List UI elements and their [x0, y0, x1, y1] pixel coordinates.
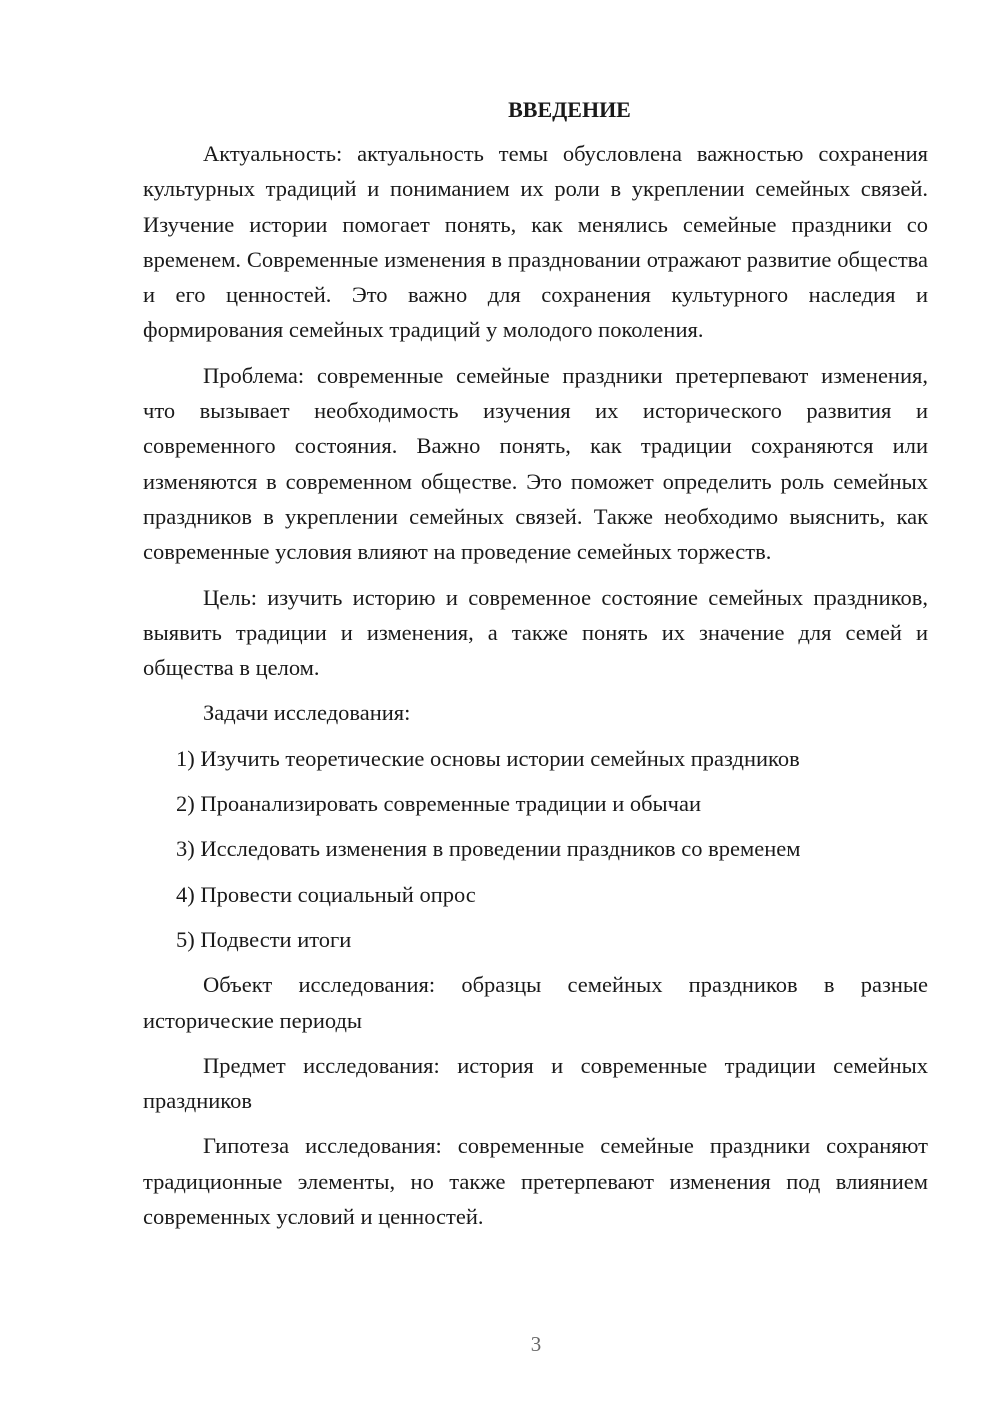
document-page [143, 92, 928, 1244]
task-item: 4) Провести социальный опрос [176, 881, 476, 907]
tasks-heading: Задачи исследования: [203, 700, 411, 726]
page-title: ВВЕДЕНИЕ [508, 97, 631, 122]
problem-paragraph: Проблема: современные семейные праздники претерпевают изменения, что вызывает необходимость изучения их исторического развития и современного состояния. Важно понять, как традиции сохраняются или изменяются в современном обществе. Это поможет определить роль семейных праздников в укреплении семейных связей. Также необходимо выяснить, как современные условия влияют на проведение семейных торжеств. [143, 362, 928, 565]
task-item: 5) Подвести итоги [176, 926, 352, 952]
task-item: 2) Проанализировать современные традиции и обычаи [176, 791, 702, 817]
page-number: 3 [530, 1332, 542, 1356]
task-item: 3) Исследовать изменения в проведении праздников со временем [176, 836, 801, 862]
hypothesis-paragraph: Гипотеза исследования: современные семейные праздники сохраняют традиционные элементы, но также претерпевают изменения под влиянием современных условий и ценностей. [143, 1133, 928, 1230]
subject-paragraph: Предмет исследования: история и современные традиции семейных праздников [143, 1052, 928, 1114]
relevance-paragraph: Актуальность: актуальность темы обусловлена важностью сохранения культурных традиций и пониманием их роли в укреплении семейных связей. Изучение истории помогает понять, как менялись семейные праздники со временем. Современные изменения в праздновании отражают развитие общества и его ценностей. Это важно для сохранения культурного наследия и формирования семейных традиций у молодого поколения. [143, 141, 928, 343]
object-paragraph: Объект исследования: образцы семейных праздников в разные исторические периоды [143, 972, 928, 1033]
task-item: 1) Изучить теоретические основы истории семейных праздников [176, 745, 800, 771]
tasks-list [143, 741, 928, 957]
goal-paragraph: Цель: изучить историю и современное состояние семейных праздников, выявить традиции и изменения, а также понять их значение для семей и общества в целом. [143, 584, 928, 681]
